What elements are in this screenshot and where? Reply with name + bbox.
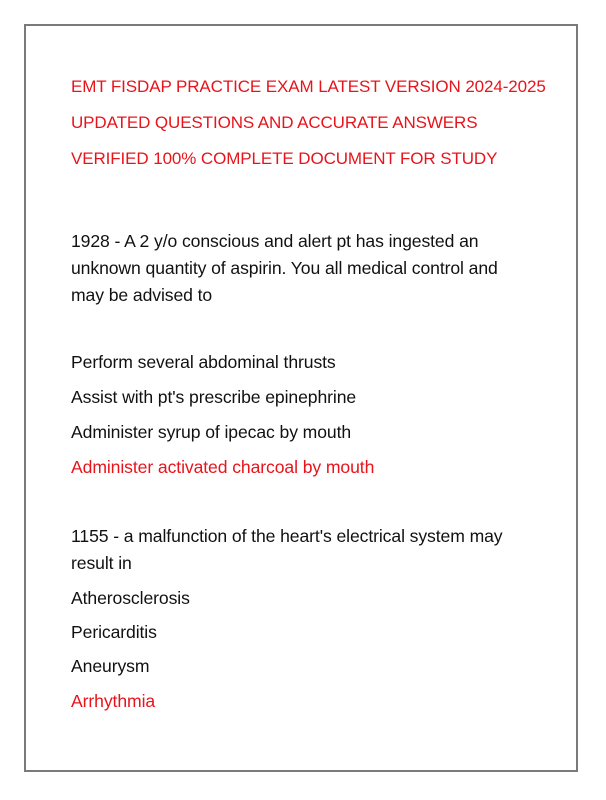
question-2-option-a: Atherosclerosis bbox=[71, 588, 190, 608]
question-1-text-line-2: unknown quantity of aspirin. You all medical control and bbox=[71, 258, 498, 278]
question-1-text-line-3: may be advised to bbox=[71, 285, 213, 305]
question-2-text-line-1: 1155 - a malfunction of the heart's electrical system may bbox=[71, 526, 503, 546]
question-1-text-line-1: 1928 - A 2 y/o conscious and alert pt has ingested an bbox=[71, 231, 479, 251]
question-2-correct-answer: Arrhythmia bbox=[71, 691, 156, 711]
header-line-2: UPDATED QUESTIONS AND ACCURATE ANSWERS bbox=[71, 113, 478, 132]
question-1-option-c: Administer syrup of ipecac by mouth bbox=[71, 422, 352, 442]
question-2-option-c: Aneurysm bbox=[71, 656, 150, 676]
question-1-correct-answer: Administer activated charcoal by mouth bbox=[71, 457, 375, 477]
header-line-1: EMT FISDAP PRACTICE EXAM LATEST VERSION 2024-2025 bbox=[71, 77, 546, 96]
question-1-option-b: Assist with pt's prescribe epinephrine bbox=[71, 387, 357, 407]
question-1-option-a: Perform several abdominal thrusts bbox=[71, 352, 336, 372]
header-line-3: VERIFIED 100% COMPLETE DOCUMENT FOR STUDY bbox=[71, 149, 498, 168]
question-2-option-b: Pericarditis bbox=[71, 622, 157, 642]
question-2-text-line-2: result in bbox=[71, 553, 132, 573]
